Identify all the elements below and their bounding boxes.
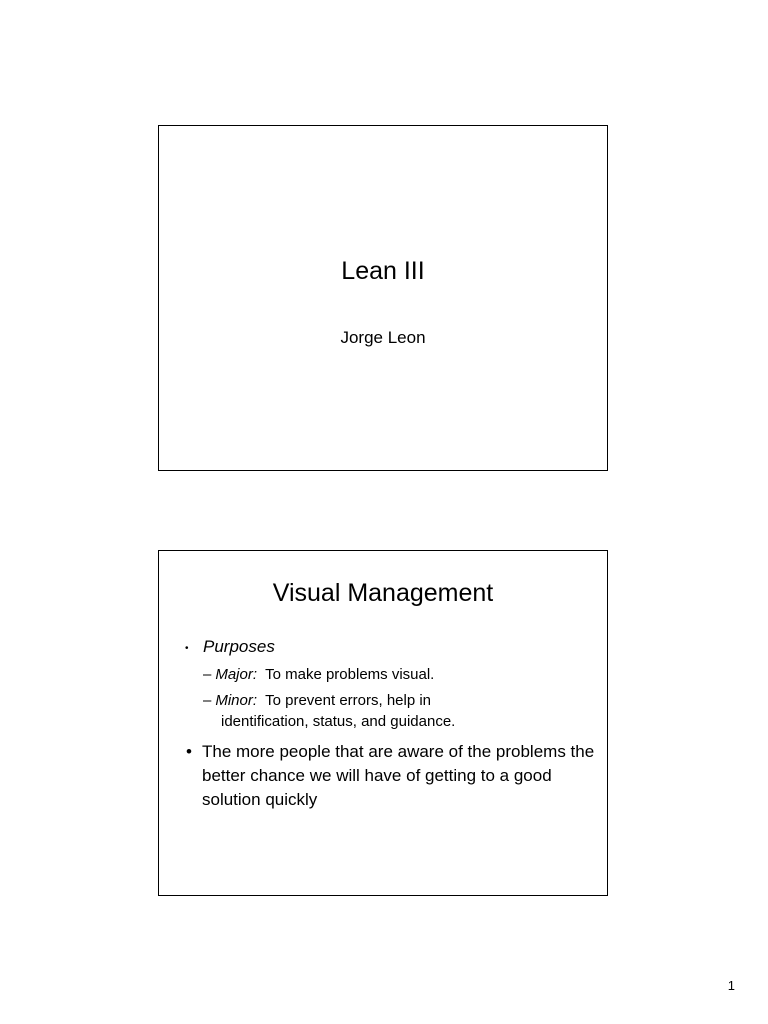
- bullet-purposes: Purposes: [203, 637, 275, 656]
- dash-icon: –: [203, 692, 212, 709]
- sub-bullet-continuation: identification, status, and guidance.: [221, 713, 456, 730]
- slide-author: Jorge Leon: [340, 328, 426, 347]
- sub-bullet-text: To make problems visual.: [265, 666, 435, 683]
- slide-2: [158, 550, 608, 896]
- bullet-icon: •: [185, 643, 189, 654]
- bullet-main-text: The more people that are aware of the problems the better chance we will have of getting to a good solution quickly: [202, 742, 595, 809]
- sub-bullet-label: Major:: [215, 666, 258, 683]
- dash-icon: –: [203, 666, 212, 683]
- slide-title: Lean III: [341, 257, 425, 285]
- sub-bullet-minor: [203, 690, 593, 732]
- bullet-icon: •: [186, 742, 192, 761]
- sub-bullet-label: Minor:: [215, 692, 258, 709]
- sub-bullet-text: To prevent errors, help in: [265, 692, 432, 709]
- slide-1: [158, 125, 608, 471]
- slide-title: Visual Management: [272, 579, 494, 607]
- sub-bullet-major: [203, 664, 593, 685]
- page-number: 1: [727, 978, 735, 993]
